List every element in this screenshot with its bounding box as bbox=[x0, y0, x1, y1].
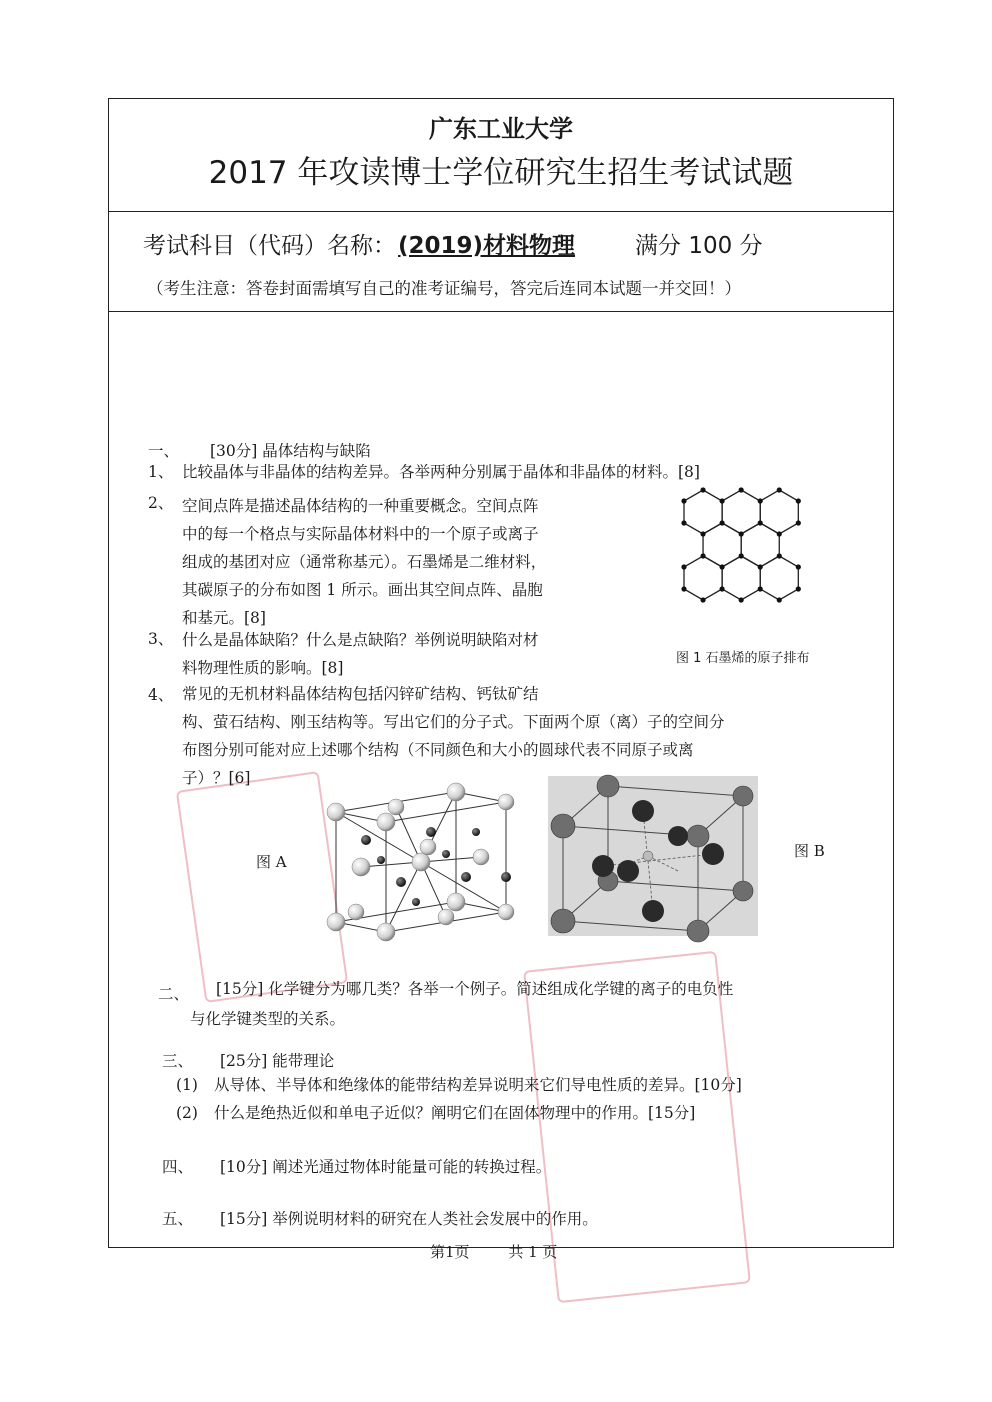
figure-1-caption: 图 1 石墨烯的原子排布 bbox=[676, 651, 810, 666]
q4-line: 构、萤石结构、刚玉结构等。写出它们的分子式。下面两个原（离）子的空间分 bbox=[182, 713, 725, 731]
page-number: 第1页 bbox=[430, 1243, 470, 1261]
full-score: 满分 100 分 bbox=[635, 233, 763, 259]
figure-a-label: 图 A bbox=[256, 853, 287, 871]
carbon-atom bbox=[796, 564, 801, 569]
part-2-number: (2) bbox=[176, 1104, 198, 1122]
carbon-atom bbox=[777, 531, 782, 536]
carbon-atom bbox=[739, 531, 744, 536]
graphene-hexagon bbox=[760, 490, 798, 534]
q4-line: 子）？[6] bbox=[182, 769, 251, 787]
carbon-atom bbox=[681, 586, 686, 591]
part-1-number: (1) bbox=[176, 1076, 198, 1094]
page-footer bbox=[430, 1241, 557, 1262]
q3-line: 什么是晶体缺陷？什么是点缺陷？举例说明缺陷对材 bbox=[182, 631, 539, 649]
q2-number: 2、 bbox=[148, 494, 174, 512]
section-3-title: [25分] 能带理论 bbox=[219, 1052, 335, 1070]
carbon-atom bbox=[720, 498, 725, 503]
carbon-atom bbox=[796, 520, 801, 525]
subject-row bbox=[143, 227, 763, 260]
q3-text bbox=[182, 626, 539, 682]
carbon-atom bbox=[700, 553, 705, 558]
section-3-part-2 bbox=[176, 1104, 695, 1122]
total-pages: 共 1 页 bbox=[508, 1243, 558, 1261]
section-3-heading bbox=[162, 1052, 334, 1070]
q4-line: 常见的无机材料晶体结构包括闪锌矿结构、钙钛矿结 bbox=[182, 685, 539, 703]
carbon-atom bbox=[758, 498, 763, 503]
q3-line: 料物理性质的影响。[8] bbox=[182, 659, 344, 677]
university-name: 广东工业大学 bbox=[429, 115, 573, 143]
carbon-atom bbox=[720, 520, 725, 525]
carbon-atom bbox=[681, 498, 686, 503]
carbon-atom bbox=[681, 520, 686, 525]
divider-bottom bbox=[109, 311, 893, 312]
divider-top bbox=[109, 211, 893, 212]
graphene-hexagon bbox=[760, 556, 798, 600]
section-2-line: [15分] 化学键分为哪几类？各举一个例子。简述组成化学键的离子的电负性 bbox=[216, 980, 734, 998]
carbon-atom bbox=[720, 564, 725, 569]
figure-b-crystal bbox=[548, 776, 758, 936]
carbon-atom bbox=[796, 498, 801, 503]
part-2-text: 什么是绝热近似和单电子近似？阐明它们在固体物理中的作用。[15分] bbox=[214, 1104, 696, 1122]
graphene-hexagon bbox=[722, 490, 760, 534]
section-4-text: [10分] 阐述光通过物体时能量可能的转换过程。 bbox=[219, 1158, 552, 1176]
graphene-hexagon bbox=[741, 523, 779, 567]
carbon-atom bbox=[739, 487, 744, 492]
q4-line: 布图分别可能对应上述哪个结构（不同颜色和大小的圆球代表不同原子或离 bbox=[182, 741, 694, 759]
section-3-number: 三、 bbox=[162, 1052, 194, 1070]
carbon-atom bbox=[777, 553, 782, 558]
section-2-text bbox=[190, 974, 734, 1034]
candidate-notice: （考生注意：答卷封面需填写自己的准考证编号，答完后连同本试题一并交回！） bbox=[147, 279, 741, 298]
q1-text: 比较晶体与非晶体的结构差异。各举两种分别属于晶体和非晶体的材料。[8] bbox=[182, 463, 700, 481]
section-4 bbox=[162, 1158, 551, 1176]
section-1-number: 一、 bbox=[148, 442, 180, 460]
graphene-figure bbox=[670, 488, 830, 623]
section-1-title: [30分] 晶体结构与缺陷 bbox=[209, 442, 371, 460]
q4-number: 4、 bbox=[148, 686, 174, 704]
part-1-text: 从导体、半导体和绝缘体的能带结构差异说明来它们导电性质的差异。[10分] bbox=[214, 1076, 742, 1094]
carbon-atom bbox=[720, 586, 725, 591]
subject-prefix: 考试科目（代码）名称： bbox=[143, 233, 396, 259]
carbon-atom bbox=[758, 586, 763, 591]
section-5-number: 五、 bbox=[162, 1210, 194, 1228]
carbon-atom bbox=[681, 564, 686, 569]
graphene-hexagon bbox=[722, 556, 760, 600]
graphene-lattice bbox=[684, 490, 798, 600]
section-2-number: 二、 bbox=[158, 985, 190, 1003]
carbon-atom bbox=[739, 553, 744, 558]
q2-text bbox=[182, 492, 546, 632]
carbon-atom bbox=[739, 597, 744, 602]
carbon-atom bbox=[700, 597, 705, 602]
carbon-atom bbox=[700, 531, 705, 536]
q2-line: 空间点阵是描述晶体结构的一种重要概念。空间点阵 bbox=[182, 497, 539, 515]
section-3-part-1 bbox=[176, 1076, 742, 1094]
exam-title: 2017 年攻读博士学位研究生招生考试试题 bbox=[208, 155, 794, 191]
q2-line: 和基元。[8] bbox=[182, 609, 266, 627]
carbon-atom bbox=[758, 520, 763, 525]
carbon-atom bbox=[777, 487, 782, 492]
q1-number: 1、 bbox=[148, 463, 174, 481]
carbon-atom bbox=[758, 564, 763, 569]
section-5 bbox=[162, 1210, 598, 1228]
q2-line: 中的每一个格点与实际晶体材料中的一个原子或离子 bbox=[182, 525, 539, 543]
q1 bbox=[148, 463, 700, 481]
graphene-hexagon bbox=[684, 556, 722, 600]
carbon-atom bbox=[777, 597, 782, 602]
q3-number: 3、 bbox=[148, 630, 174, 648]
carbon-atom bbox=[700, 487, 705, 492]
graphene-hexagon bbox=[684, 490, 722, 534]
section-2-line: 与化学键类型的关系。 bbox=[190, 1010, 346, 1028]
subject-name: (2019)材料物理 bbox=[398, 233, 576, 259]
figure-b-label: 图 B bbox=[794, 842, 825, 860]
section-1-heading bbox=[148, 442, 371, 460]
section-5-text: [15分] 举例说明材料的研究在人类社会发展中的作用。 bbox=[219, 1210, 598, 1228]
q2-line: 其碳原子的分布如图 1 所示。画出其空间点阵、晶胞 bbox=[182, 581, 543, 599]
figure-a-crystal bbox=[316, 772, 526, 947]
section-4-number: 四、 bbox=[162, 1158, 194, 1176]
q2-line: 组成的基团对应（通常称基元）。石墨烯是二维材料， bbox=[182, 553, 547, 571]
graphene-hexagon bbox=[703, 523, 741, 567]
carbon-atom bbox=[796, 586, 801, 591]
